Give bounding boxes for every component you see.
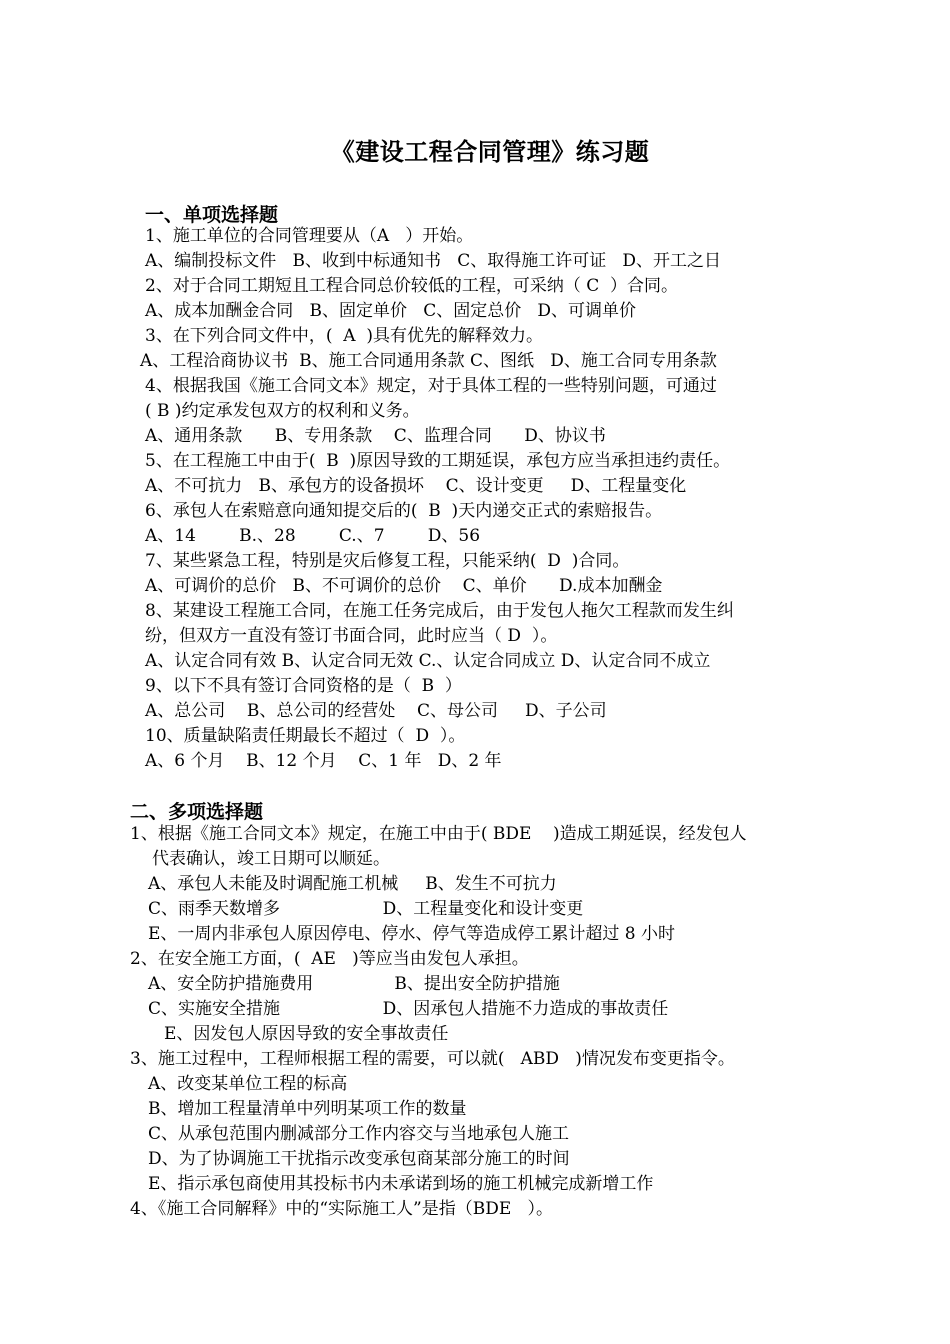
option-line: C、雨季天数增多 D、工程量变化和设计变更 [148,899,584,919]
option-line: A、编制投标文件 B、收到中标通知书 C、取得施工许可证 D、开工之日 [145,251,722,271]
question-line: 3、在下列合同文件中，( A )具有优先的解释效力。 [145,326,543,346]
section-heading-multiple-choice: 二、多项选择题 [130,801,264,823]
option-line: C、从承包范围内删减部分工作内容交与当地承包人施工 [148,1124,570,1144]
question-line: 1、根据《施工合同文本》规定，在施工中由于( BDE )造成工期延误，经发包人 [130,824,747,844]
option-line: A、通用条款 B、专用条款 C、监理合同 D、协议书 [145,426,606,446]
option-line: E、因发包人原因导致的安全事故责任 [164,1024,449,1044]
question-line-continued: 代表确认，竣工日期可以顺延。 [152,849,390,869]
question-line: 8、某建设工程施工合同，在施工任务完成后，由于发包人拖欠工程款而发生纠 [145,601,734,621]
question-line: 9、以下不具有签订合同资格的是（ B ） [145,676,462,696]
question-line: 1、施工单位的合同管理要从（A ）开始。 [145,226,474,246]
option-line: B、增加工程量清单中列明某项工作的数量 [148,1099,467,1119]
question-line: 4、根据我国《施工合同文本》规定，对于具体工程的一些特别问题，可通过 [145,376,717,396]
option-line: C、实施安全措施 D、因承包人措施不力造成的事故责任 [148,999,669,1019]
option-line: A、成本加酬金合同 B、固定单价 C、固定总价 D、可调单价 [145,301,637,321]
option-line: A、总公司 B、总公司的经营处 C、母公司 D、子公司 [145,701,607,721]
question-line: 2、对于合同工期短且工程合同总价较低的工程，可采纳（ C ）合同。 [145,276,679,296]
option-line: A、安全防护措施费用 B、提出安全防护措施 [148,974,560,994]
section-heading-single-choice: 一、单项选择题 [145,204,279,226]
document-title: 《建设工程合同管理》练习题 [330,137,650,166]
option-line: A、认定合同有效 B、认定合同无效 C.、认定合同成立 D、认定合同不成立 [145,651,711,671]
question-line: 6、承包人在索赔意向通知提交后的( B )天内递交正式的索赔报告。 [145,501,663,521]
question-line: 7、某些紧急工程，特别是灾后修复工程，只能采纳( D )合同。 [145,551,630,571]
question-line: 2、在安全施工方面，( AE )等应当由发包人承担。 [130,949,529,969]
option-line: A、工程洽商协议书 B、施工合同通用条款 C、图纸 D、施工合同专用条款 [140,351,717,371]
option-line: A、改变某单位工程的标高 [148,1074,348,1094]
question-line: 4、《施工合同解释》中的“实际施工人”是指（BDE ）。 [130,1199,553,1219]
question-line: 5、在工程施工中由于( B )原因导致的工期延误，承包方应当承担违约责任。 [145,451,731,471]
option-line: E、一周内非承包人原因停电、停水、停气等造成停工累计超过 8 小时 [148,924,676,944]
option-line: D、为了协调施工干扰指示改变承包商某部分施工的时间 [148,1149,570,1169]
option-line: A、不可抗力 B、承包方的设备损坏 C、设计变更 D、工程量变化 [145,476,687,496]
option-line: A、14 B.、28 C.、7 D、56 [145,526,481,546]
option-line: A、承包人未能及时调配施工机械 B、发生不可抗力 [148,874,557,894]
question-line-continued: 纷，但双方一直没有签订书面合同，此时应当（ D ）。 [145,626,558,646]
question-line: 3、施工过程中，工程师根据工程的需要，可以就( ABD )情况发布变更指令。 [130,1049,735,1069]
question-line-continued: ( B )约定承发包双方的权利和义务。 [145,401,420,421]
option-line: E、指示承包商使用其投标书内未承诺到场的施工机械完成新增工作 [148,1174,654,1194]
question-line: 10、质量缺陷责任期最长不超过（ D ）。 [145,726,466,746]
option-line: A、6 个月 B、12 个月 C、1 年 D、2 年 [145,751,502,771]
option-line: A、可调价的总价 B、不可调价的总价 C、单价 D.成本加酬金 [145,576,663,596]
